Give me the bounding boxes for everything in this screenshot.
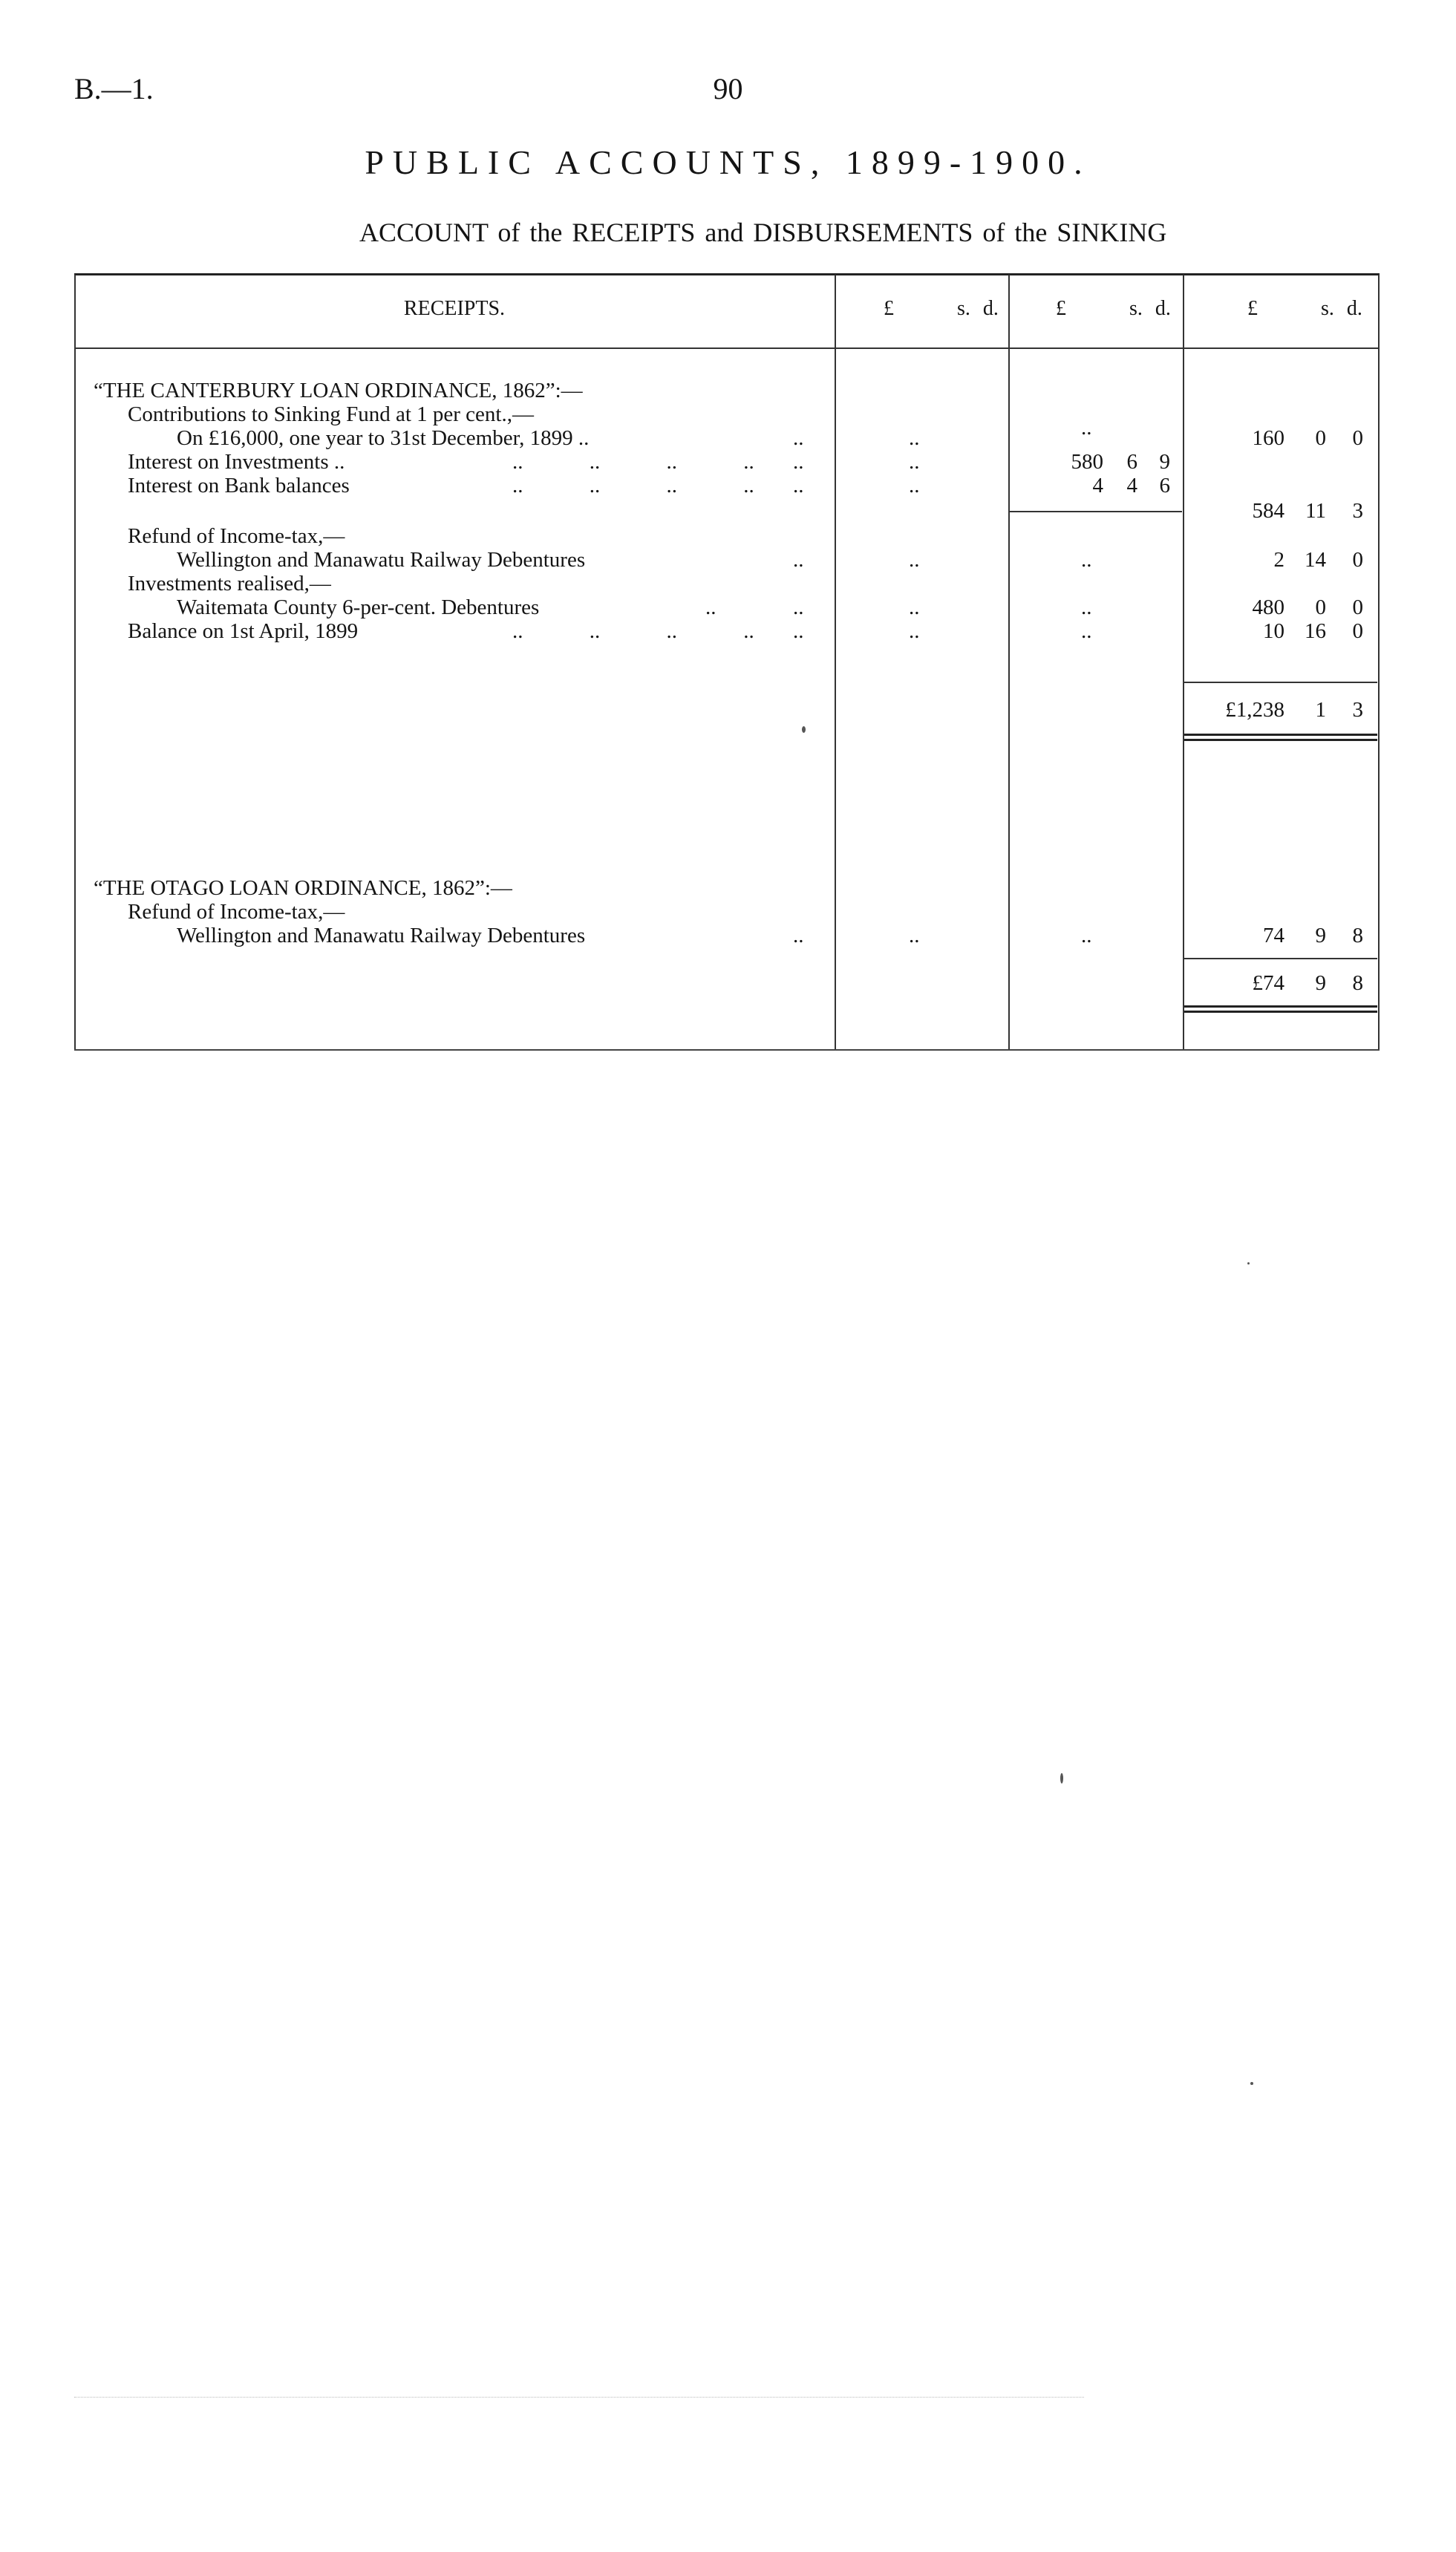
print-speck: [1250, 2082, 1253, 2085]
leader-dots: ..: [793, 619, 804, 643]
leader-dots: ..: [793, 426, 804, 450]
total-canterbury: £1,238 1 3: [1225, 698, 1363, 722]
leader-dots: ..: [1081, 595, 1092, 619]
leader-dots: ..: [705, 595, 716, 619]
page-title: PUBLIC ACCOUNTS, 1899-1900.: [365, 143, 1091, 181]
row-label-wellington-manawatu: Wellington and Manawatu Railway Debentures: [177, 548, 586, 572]
faint-rule: [74, 2397, 1084, 2398]
print-speck: [1247, 1262, 1250, 1264]
leader-dots: ..: [1081, 619, 1092, 643]
row-label-otago-wellington: Wellington and Manawatu Railway Debentures: [177, 924, 586, 947]
table-right-border: [1378, 275, 1380, 1049]
leader-dots: ..: [909, 595, 920, 619]
leader-dots: ..: [793, 474, 804, 497]
amount-waitemata: 480 0 0: [1252, 595, 1363, 619]
amount-interest-subtotal: 584 11 3: [1252, 499, 1363, 523]
leader-dots: ..: [793, 548, 804, 572]
amount-interest-investments: 580 6 9: [1071, 450, 1170, 474]
amount-interest-bank: 4 4 6: [1092, 474, 1170, 497]
leader-dots: .. .. .. ..: [512, 450, 754, 474]
leader-dots: ..: [909, 619, 920, 643]
total-otago: £74 9 8: [1252, 971, 1363, 995]
account-subtitle: ACCOUNT of the RECEIPTS and DISBURSEMENTS of the SINKING: [359, 218, 1167, 247]
row-label-investments-realised: Investments realised,—: [128, 572, 331, 595]
money-column-header-2: £ s. d.: [1056, 297, 1171, 320]
total-double-rule: [1184, 1005, 1377, 1013]
amount-balance: 10 16 0: [1263, 619, 1363, 643]
leader-dots: .. .. .. ..: [512, 474, 754, 497]
leader-dots: ..: [1081, 548, 1092, 572]
table-left-border: [74, 275, 76, 1049]
page-number: 90: [713, 72, 743, 105]
row-label-contributions: Contributions to Sinking Fund at 1 per cent.,—: [128, 402, 534, 426]
total-rule: [1184, 958, 1377, 959]
row-label-otago-refund: Refund of Income-tax,—: [128, 900, 345, 924]
leader-dots: ..: [909, 426, 920, 450]
leader-dots: ..: [793, 450, 804, 474]
leader-dots: ..: [909, 924, 920, 947]
subtotal-rule: [1010, 511, 1182, 512]
table-bottom-border: [74, 1049, 1380, 1051]
leader-dots: ..: [1081, 924, 1092, 947]
leader-dots: ..: [909, 548, 920, 572]
leader-dots: ..: [793, 595, 804, 619]
row-label-on-16000: On £16,000, one year to 31st December, 1899 ..: [177, 426, 590, 450]
column-divider: [1008, 275, 1010, 1049]
row-label-waitemata: Waitemata County 6-per-cent. Debentures: [177, 595, 540, 619]
header-rule: [74, 347, 1380, 349]
document-reference: B.—1.: [74, 72, 154, 105]
print-speck: [1060, 1773, 1063, 1784]
column-divider: [835, 275, 836, 1049]
leader-dots: .. .. .. ..: [512, 619, 754, 643]
receipts-column-header: RECEIPTS.: [403, 297, 506, 320]
amount-on-16000: 160 0 0: [1252, 426, 1363, 450]
print-speck: [802, 726, 806, 733]
money-column-header-1: £ s. d.: [884, 297, 999, 320]
leader-dots: ..: [793, 924, 804, 947]
section-heading-otago: “THE OTAGO LOAN ORDINANCE, 1862”:—: [94, 876, 512, 900]
money-column-header-3: £ s. d.: [1247, 297, 1362, 320]
leader-dots: ..: [909, 474, 920, 497]
section-heading-canterbury: “THE CANTERBURY LOAN ORDINANCE, 1862”:—: [94, 379, 583, 402]
leader-dots: ..: [909, 450, 920, 474]
total-double-rule: [1184, 734, 1377, 741]
amount-wellington-manawatu: 2 14 0: [1273, 548, 1363, 572]
total-rule: [1184, 682, 1377, 683]
row-label-refund-income-tax: Refund of Income-tax,—: [128, 524, 345, 548]
row-label-interest-bank: Interest on Bank balances: [128, 474, 350, 497]
row-label-interest-investments: Interest on Investments ..: [128, 450, 345, 474]
row-label-balance: Balance on 1st April, 1899: [128, 619, 359, 643]
column-divider: [1183, 275, 1184, 1049]
leader-dots: ..: [1081, 416, 1092, 440]
amount-otago-wellington: 74 9 8: [1263, 924, 1363, 947]
